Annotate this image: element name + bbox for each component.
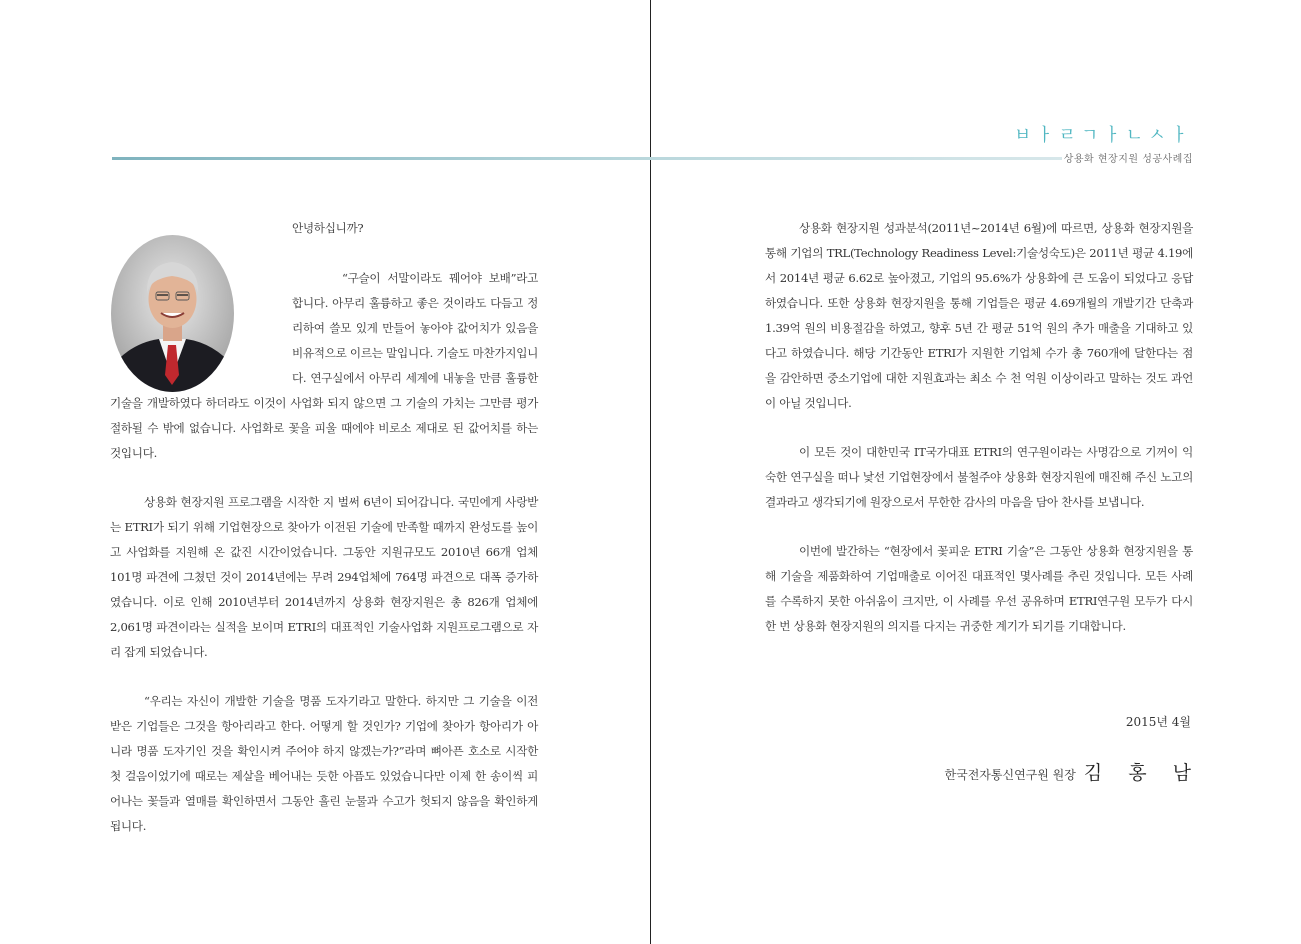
left-paragraph-2: 상용화 현장지원 프로그램을 시작한 지 벌써 6년이 되어갑니다. 국민에게 사랑받는 ETRI가 되기 위해 기업현장으로 찾아가 이전된 기술에 만족할 때까지 완성도를 높이고 사업화를 지원해 온 값진 시간이었습니다. 그동안 지원규모도 2010년 66개 업체 101명 파견에 그쳤던 것이 2014년에는 무려 294업체에 764명 파견으로 대폭 증가하였습니다. 이로 인해 2010년부터 2014년까지 상용화 현장지원은 총 826개 업체에 2,061명 파견이라는 실적을 보이며 ETRI의 대표적인 기술사업화 지원프로그램으로 자리 잡게 되었습니다.	[110, 495, 538, 659]
greeting: 안녕하십니까?	[292, 221, 364, 235]
page-spine	[650, 0, 651, 944]
left-page-body	[110, 266, 538, 863]
right-page-body	[765, 216, 1193, 663]
letter-date: 2015년 4월	[1125, 715, 1191, 729]
left-paragraph-1: “구슬이 서말이라도 꿰어야 보배”라고 합니다. 아무리 훌륭하고 좋은 것이라도 다듬고 정리하여 쓸모 있게 만들어 놓아야 값어치가 있음을 비유적으로 이르는 말입니다. 기술도 마찬가지입니다. 연구실에서 아무리 세계에 내놓을 만큼 훌륭한 기술을 개발하였다 하더라도 이것이 사업화 되지 않으면 그 기술의 가치는 그만큼 평가절하될 수 밖에 없습니다. 사업화로 꽃을 피울 때에야 비로소 제대로 된 값어치를 하는 것입니다.	[110, 271, 538, 460]
left-paragraph-3: “우리는 자신이 개발한 기술을 명품 도자기라고 말한다. 하지만 그 기술을 이전 받은 기업들은 그것을 항아리라고 한다. 어떻게 할 것인가? 기업에 찾아가 항아리가 아니라 명품 도자기인 것을 확인시켜 주어야 하지 않겠는가?”라며 뼈아픈 호소로 시작한 첫 걸음이었기에 때로는 제살을 베어내는 듯한 아픔도 있었습니다만 이제 한 송이씩 피어나는 꽃들과 열매를 확인하면서 그동안 흘린 눈물과 수고가 헛되지 않음을 확인하게 됩니다.	[110, 694, 538, 833]
right-paragraph-1: 상용화 현장지원 성과분석(2011년~2014년 6월)에 따르면, 상용화 현장지원을 통해 기업의 TRL(Technology Readiness Level:기술성숙도)은 2011년 평균 4.19에서 2014년 평균 6.62로 높아졌고, 기업의 95.6%가 상용화에 큰 도움이 되었다고 응답하였습니다. 또한 상용화 현장지원을 통해 기업들은 평균 4.69개월의 개발기간 단축과 1.39억 원의 비용절감을 하였고, 향후 5년 간 평균 51억 원의 추가 매출을 기대하고 있다고 하였습니다. 해당 기간동안 ETRI가 지원한 기업체 수가 총 760개에 달한다는 점을 감안하면 중소기업에 대한 지원효과는 최소 수 천 억원 이상이라고 말하는 것도 과언이 아닐 것입니다.	[765, 221, 1193, 410]
brand-subtitle: 상용화 현장지원 성공사례집	[1063, 154, 1193, 165]
signature-title: 한국전자통신연구원 원장	[944, 768, 1076, 782]
signature-name: 김 홍 남	[1083, 762, 1201, 784]
right-paragraph-2: 이 모든 것이 대한민국 IT국가대표 ETRI의 연구원이라는 사명감으로 기꺼이 익숙한 연구실을 떠나 낯선 기업현장에서 불철주야 상용화 현장지원에 매진해 주신 노고의 결과라고 생각되기에 원장으로서 무한한 감사의 마음을 담아 찬사를 보냅니다.	[765, 445, 1193, 509]
header-divider	[112, 157, 1062, 160]
signature-block	[944, 758, 1201, 785]
right-paragraph-3: 이번에 발간하는 “현장에서 꽃피운 ETRI 기술”은 그동안 상용화 현장지원을 통해 기술을 제품화하여 기업매출로 이어진 대표적인 몇사례를 추린 것입니다. 모든 사례를 수록하지 못한 아쉬움이 크지만, 이 사례를 우선 공유하며 ETRI연구원 모두가 다시 한 번 상용화 현장지원의 의지를 다지는 귀중한 계기가 되기를 기대합니다.	[765, 544, 1193, 633]
portrait-text-wrap	[110, 266, 292, 391]
brand-title: ㅂㅏㄹㄱㅏㄴㅅㅏ	[1013, 125, 1193, 146]
